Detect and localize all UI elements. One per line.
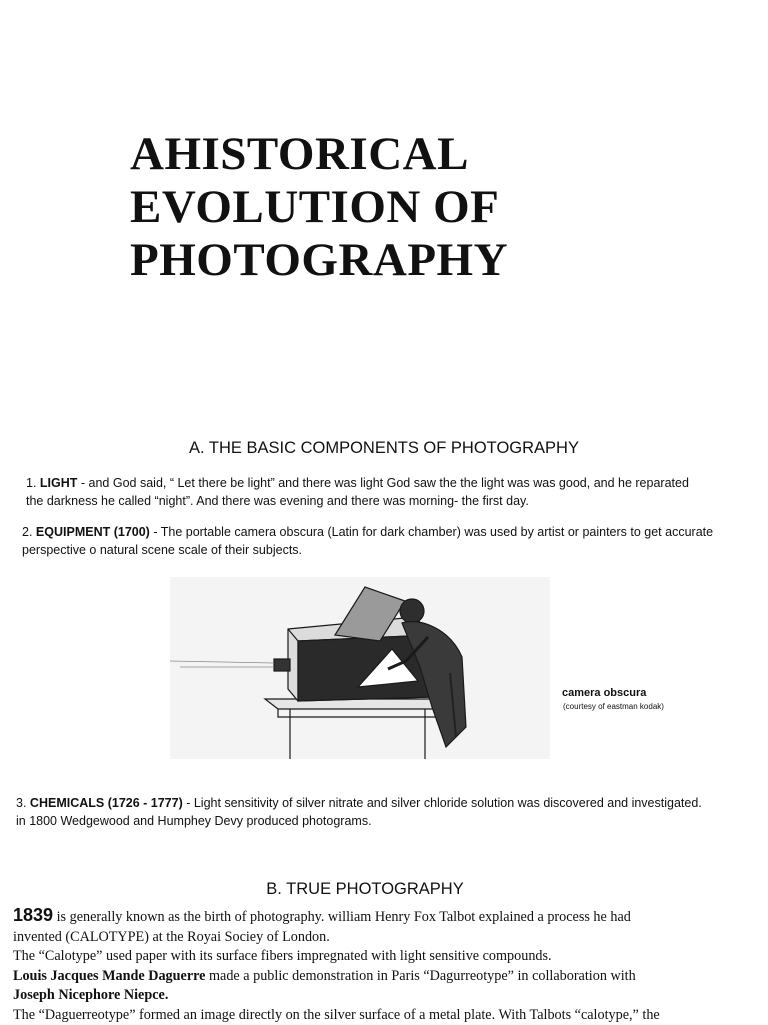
document-title <box>130 128 690 287</box>
section-b-heading: B. TRUE PHOTOGRAPHY <box>0 878 730 900</box>
item-equipment <box>22 523 747 559</box>
body-text: is generally known as the birth of photography. william Henry Fox Talbot explained a process he had <box>53 909 631 925</box>
camera-obscura-drawing <box>170 577 550 759</box>
section-b-body <box>13 906 753 1025</box>
item-number: 1. <box>26 476 36 490</box>
item-term: LIGHT <box>40 476 78 490</box>
item-text-continued: the darkness he called “night”. And there was evening and there was morning- the first day. <box>26 492 746 510</box>
body-text: The “Calotype” used paper with its surface fibers impregnated with light sensitive compounds. <box>13 947 753 967</box>
body-text: made a public demonstration in Paris “Dagurreotype” in collaboration with <box>205 968 635 984</box>
item-number: 2. <box>22 525 32 539</box>
person-name: Louis Jacques Mande Daguerre <box>13 968 205 984</box>
section-a-heading: A. THE BASIC COMPONENTS OF PHOTOGRAPHY <box>0 437 768 459</box>
item-text: - The portable camera obscura (Latin for dark chamber) was used by artist or painters to get accurate <box>150 525 713 539</box>
title-line-3: PHOTOGRAPHY <box>130 234 690 287</box>
figure-caption: camera obscura <box>562 686 646 700</box>
figure-credit: (courtesy of eastman kodak) <box>563 702 664 712</box>
year-highlight: 1839 <box>13 905 53 925</box>
item-chemicals <box>16 794 756 830</box>
item-text: - Light sensitivity of silver nitrate and silver chloride solution was discovered and investigated. <box>183 796 702 810</box>
body-text: The “Daguerreotype” formed an image directly on the silver surface of a metal plate. With Talbots “calotype,” the <box>13 1006 753 1025</box>
title-line-1: AHISTORICAL <box>130 128 690 181</box>
item-term: EQUIPMENT (1700) <box>36 525 150 539</box>
item-text: - and God said, “ Let there be light” and there was light God saw the the light was was good, and he reparated <box>77 476 688 490</box>
item-text-continued: in 1800 Wedgewood and Humphey Devy produced photograms. <box>16 812 756 830</box>
item-text-continued: perspective o natural scene scale of their subjects. <box>22 541 747 559</box>
item-number: 3. <box>16 796 26 810</box>
item-term: CHEMICALS (1726 - 1777) <box>30 796 183 810</box>
person-name: Joseph Nicephore Niepce. <box>13 987 168 1003</box>
camera-obscura-illustration <box>170 577 550 759</box>
item-light <box>26 474 746 510</box>
body-text: invented (CALOTYPE) at the Royai Sociey of London. <box>13 928 753 948</box>
title-line-2: EVOLUTION OF <box>130 181 690 234</box>
